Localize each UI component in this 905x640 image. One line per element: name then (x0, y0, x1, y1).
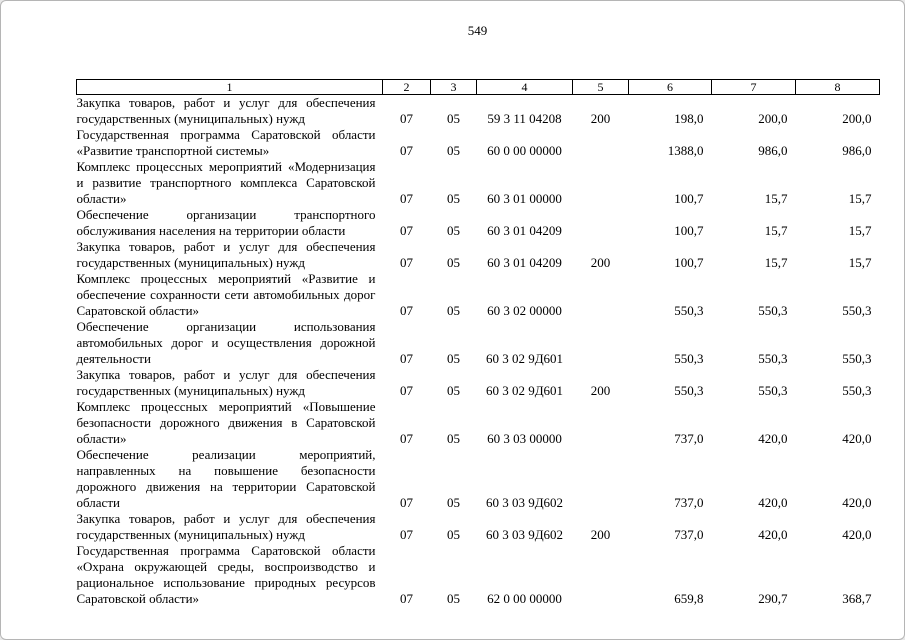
column-header-7: 7 (712, 80, 796, 95)
row-value-cell: 1388,0 (667, 143, 704, 158)
table-row (77, 127, 880, 159)
row-value-cell: 60 3 01 04209 (487, 255, 562, 270)
row-value-cell: 550,3 (842, 351, 872, 366)
row-value-cell: 737,0 (674, 527, 704, 542)
table-row (77, 271, 880, 319)
row-value-cell: 15,7 (848, 255, 872, 270)
row-value-cell: 15,7 (848, 223, 872, 238)
column-header-1: 1 (77, 80, 383, 95)
table-row (77, 447, 880, 511)
row-value-cell: 420,0 (758, 527, 788, 542)
row-value-cell: 07 (400, 383, 413, 398)
row-value-cell: 07 (400, 111, 413, 126)
row-value-cell: 07 (400, 191, 413, 206)
table-row (77, 159, 880, 207)
row-value-cell: 05 (447, 111, 460, 126)
table-row (77, 95, 880, 128)
column-header-8: 8 (796, 80, 880, 95)
row-value-cell: 60 3 02 9Д601 (485, 351, 564, 366)
row-value-cell: 15,7 (764, 255, 788, 270)
row-value-cell: 100,7 (674, 191, 704, 206)
row-name-cell: Комплекс процессных мероприятий «Развитие и обеспечение сохранности сети автомобильных дорог Саратовской области» (76, 271, 376, 318)
row-value-cell: 60 3 03 9Д602 (485, 527, 564, 542)
column-header-5: 5 (573, 80, 629, 95)
table-row (77, 319, 880, 367)
row-value-cell: 05 (447, 527, 460, 542)
table-row (77, 511, 880, 543)
row-value-cell: 200,0 (842, 111, 872, 126)
row-value-cell: 986,0 (842, 143, 872, 158)
column-header-6: 6 (629, 80, 712, 95)
budget-table (76, 79, 880, 607)
row-name-cell: Закупка товаров, работ и услуг для обеспечения государственных (муниципальных) нужд (76, 367, 376, 398)
row-value-cell: 550,3 (674, 351, 704, 366)
row-name-cell: Обеспечение организации транспортного обслуживания населения на территории области (76, 207, 376, 238)
row-value-cell: 15,7 (764, 223, 788, 238)
row-value-cell: 368,7 (842, 591, 872, 606)
row-value-cell: 550,3 (758, 351, 788, 366)
row-name-cell: Государственная программа Саратовской области «Развитие транспортной системы» (76, 127, 376, 158)
row-name-cell: Обеспечение реализации мероприятий, направленных на повышение безопасности дорожного движения на территории Саратовской области (76, 447, 376, 510)
row-value-cell: 05 (447, 431, 460, 446)
table-row (77, 367, 880, 399)
row-value-cell: 05 (447, 351, 460, 366)
table-row (77, 239, 880, 271)
row-value-cell: 550,3 (842, 303, 872, 318)
row-value-cell: 550,3 (674, 303, 704, 318)
row-value-cell: 05 (447, 591, 460, 606)
row-value-cell: 05 (447, 383, 460, 398)
row-value-cell (573, 399, 629, 447)
row-name-cell: Обеспечение организации использования автомобильных дорог и осуществления дорожной деятельности (76, 319, 376, 366)
table-row (77, 207, 880, 239)
row-name-cell: Закупка товаров, работ и услуг для обеспечения государственных (муниципальных) нужд (76, 239, 376, 270)
page-number: 549 (467, 23, 488, 38)
row-value-cell: 100,7 (674, 223, 704, 238)
row-value-cell: 07 (400, 431, 413, 446)
row-value-cell: 05 (447, 191, 460, 206)
row-value-cell: 200,0 (758, 111, 788, 126)
row-value-cell: 420,0 (758, 431, 788, 446)
row-value-cell: 07 (400, 303, 413, 318)
row-value-cell: 420,0 (758, 495, 788, 510)
row-name-cell: Комплекс процессных мероприятий «Повышение безопасности дорожного движения в Саратовской области» (76, 399, 376, 446)
row-value-cell: 550,3 (674, 383, 704, 398)
row-value-cell: 05 (447, 303, 460, 318)
row-name-cell: Закупка товаров, работ и услуг для обеспечения государственных (муниципальных) нужд (76, 511, 376, 542)
row-value-cell: 62 0 00 00000 (487, 591, 562, 606)
row-value-cell (573, 127, 629, 159)
row-value-cell: 60 3 03 9Д602 (485, 495, 564, 510)
table-row (77, 543, 880, 607)
row-value-cell: 05 (447, 143, 460, 158)
table-header-row (77, 80, 880, 95)
row-value-cell (573, 447, 629, 511)
row-value-cell: 60 3 03 00000 (487, 431, 562, 446)
row-value-cell: 07 (400, 255, 413, 270)
row-value-cell (573, 543, 629, 607)
row-value-cell (573, 207, 629, 239)
row-name-cell: Комплекс процессных мероприятий «Модернизация и развитие транспортного комплекса Саратовской области» (76, 159, 376, 206)
row-value-cell (573, 271, 629, 319)
row-name-cell: Закупка товаров, работ и услуг для обеспечения государственных (муниципальных) нужд (76, 95, 376, 126)
column-header-3: 3 (431, 80, 477, 95)
row-value-cell: 200 (590, 255, 611, 270)
row-value-cell: 59 3 11 04208 (487, 111, 562, 126)
row-value-cell (573, 319, 629, 367)
row-value-cell: 07 (400, 527, 413, 542)
table-row (77, 399, 880, 447)
column-header-2: 2 (383, 80, 431, 95)
row-value-cell: 60 3 01 00000 (487, 191, 562, 206)
column-header-4: 4 (477, 80, 573, 95)
row-value-cell: 420,0 (842, 495, 872, 510)
row-name-cell: Государственная программа Саратовской области «Охрана окружающей среды, воспроизводство и рациональное использование природных ресурсов Саратовской области» (76, 543, 376, 606)
row-value-cell: 60 0 00 00000 (487, 143, 562, 158)
row-value-cell: 550,3 (758, 303, 788, 318)
row-value-cell: 60 3 02 00000 (487, 303, 562, 318)
row-value-cell: 290,7 (758, 591, 788, 606)
row-value-cell: 07 (400, 591, 413, 606)
row-value-cell: 986,0 (758, 143, 788, 158)
row-value-cell: 737,0 (674, 431, 704, 446)
row-value-cell: 07 (400, 143, 413, 158)
row-value-cell: 200 (590, 111, 611, 126)
row-value-cell: 60 3 02 9Д601 (485, 383, 564, 398)
row-value-cell: 05 (447, 495, 460, 510)
row-value-cell: 60 3 01 04209 (487, 223, 562, 238)
row-value-cell: 07 (400, 351, 413, 366)
row-value-cell: 550,3 (842, 383, 872, 398)
row-value-cell: 659,8 (674, 591, 704, 606)
row-value-cell: 420,0 (842, 527, 872, 542)
row-value-cell: 05 (447, 255, 460, 270)
row-value-cell: 550,3 (758, 383, 788, 398)
row-value-cell: 420,0 (842, 431, 872, 446)
row-value-cell: 15,7 (848, 191, 872, 206)
row-value-cell: 15,7 (764, 191, 788, 206)
row-value-cell: 200 (590, 527, 611, 542)
row-value-cell: 07 (400, 223, 413, 238)
row-value-cell: 100,7 (674, 255, 704, 270)
row-value-cell: 07 (400, 495, 413, 510)
row-value-cell: 05 (447, 223, 460, 238)
row-value-cell: 200 (590, 383, 611, 398)
row-value-cell (573, 159, 629, 207)
table-body (77, 95, 880, 608)
row-value-cell: 198,0 (674, 111, 704, 126)
row-value-cell: 737,0 (674, 495, 704, 510)
